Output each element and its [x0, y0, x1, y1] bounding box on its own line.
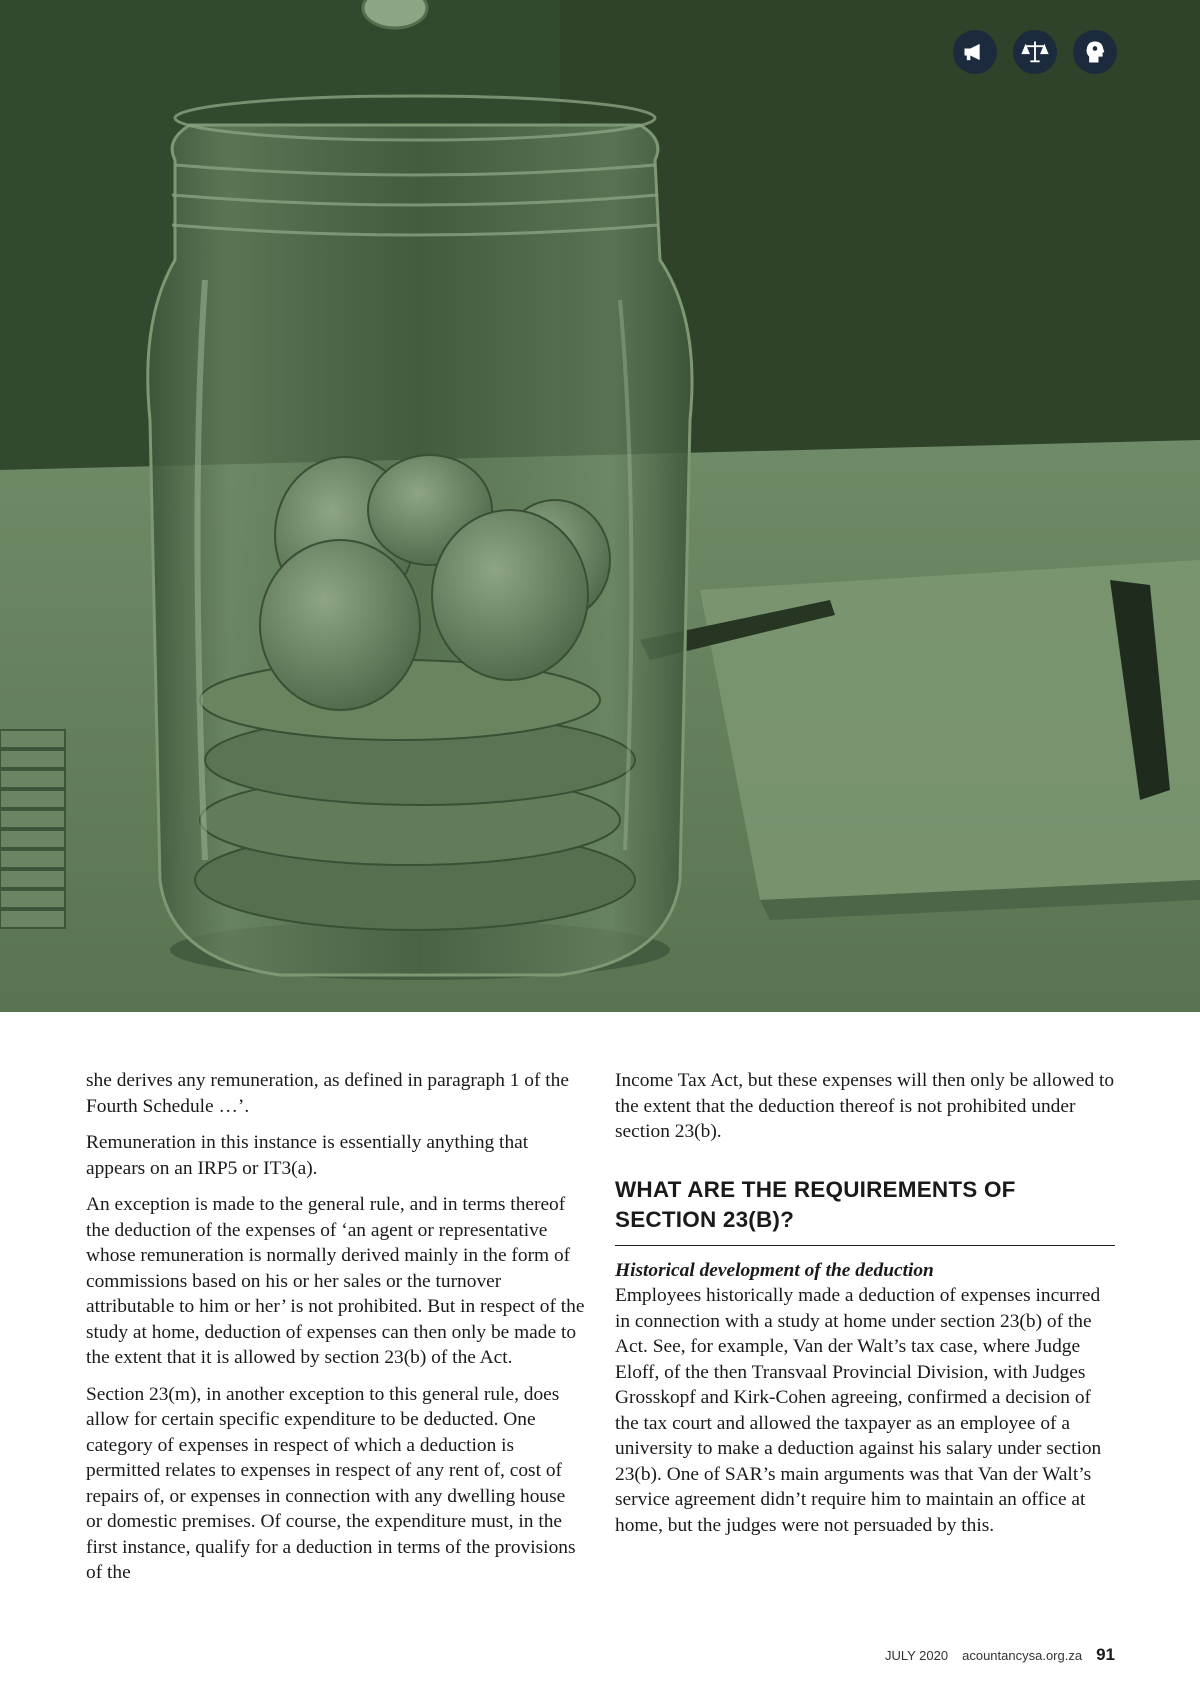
paragraph: Employees historically made a deduction of expenses incurred in connection with a study at home under section 23(b) of the Act. See, for example, Van der Walt’s tax case, where Judge Eloff, of the then Transvaal Provincial Division, with Judges Grosskopf and Kirk-Cohen agreeing, confirmed a decision of the tax court and allowed the taxpayer as an employee of a university to make a deduction against his salary under section 23(b). One of SAR’s main arguments was that Van der Walt’s service agreement didn’t require him to maintain an office at home, but the judges were not persuaded by this. [615, 1285, 1102, 1536]
paragraph: Remuneration in this instance is essentially anything that appears on an IRP5 or IT3(a). [86, 1132, 529, 1179]
right-column [615, 1068, 1115, 1549]
head-profile-icon [1073, 30, 1117, 74]
paragraph: Section 23(m), in another exception to this general rule, does allow for certain specific expenditure to be deducted. One category of expenses in respect of which a deduction is permitted relates to expenses in respect of any rent of, cost of repairs of, or expenses in connection with any dwelling house or domestic premises. Of course, the expenditure must, in the first instance, qualify for a deduction in terms of the provisions of the [86, 1383, 576, 1583]
page-footer [885, 1645, 1115, 1665]
paragraph: she derives any remuneration, as defined in paragraph 1 of the Fourth Schedule …’. [86, 1070, 569, 1117]
page-number: 91 [1096, 1645, 1115, 1664]
megaphone-icon [953, 30, 997, 74]
issue-date: JULY 2020 [884, 1648, 949, 1663]
category-icons [953, 30, 1117, 74]
paragraph: An exception is made to the general rule, and in terms thereof the deduction of the expenses of ‘an agent or representative whose remuneration is normally derived mainly in the form of commissions based on his or her sales or the turnover attributable to him or her’ is not prohibited. But in respect of the study at home, deduction of expenses can then only be made to the extent that it is allowed by section 23(b) of the Act. [86, 1194, 585, 1368]
section-heading: WHAT ARE THE REQUIREMENTS OF SECTION 23(B)? [615, 1175, 1115, 1246]
paragraph: Income Tax Act, but these expenses will then only be allowed to the extent that the deduction thereof is not prohibited under section 23(b). [615, 1070, 1115, 1142]
scales-of-justice-icon [1013, 30, 1057, 74]
website-link[interactable]: acountancysa.org.za [962, 1648, 1083, 1663]
left-column [86, 1068, 586, 1597]
sub-heading: Historical development of the deduction [615, 1259, 934, 1281]
